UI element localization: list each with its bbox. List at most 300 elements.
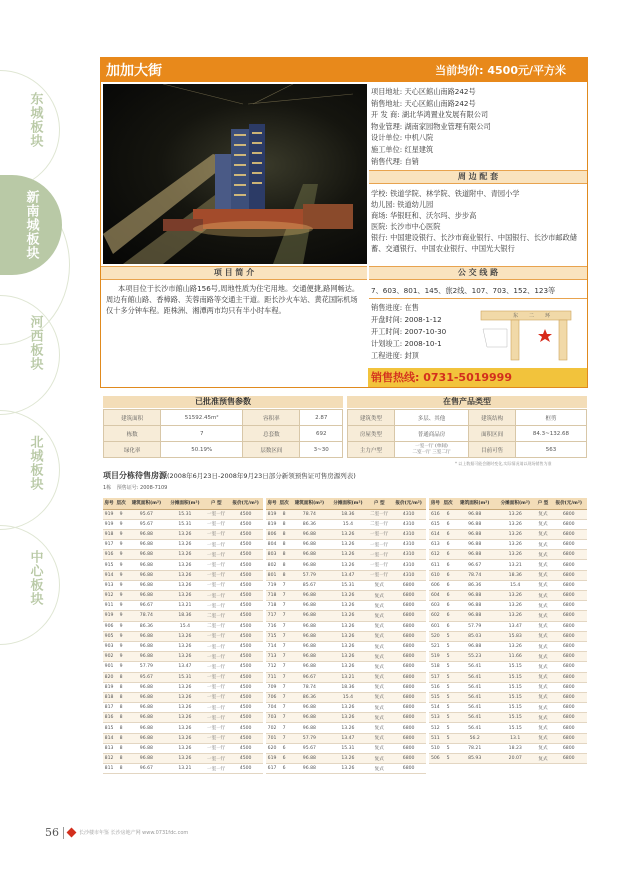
- table-cell: 4500: [228, 509, 263, 519]
- table-cell: 6800: [550, 550, 587, 560]
- listing-title: 项目分栋待售房源: [103, 471, 167, 480]
- table-cell: 6800: [550, 540, 587, 550]
- table-cell: 718: [266, 601, 278, 611]
- table-cell: 9: [115, 631, 127, 641]
- table-cell: 复式: [536, 519, 551, 529]
- table-row: [103, 550, 263, 560]
- table-cell: 15.15: [495, 672, 536, 682]
- param-cell: 3~30: [300, 442, 343, 458]
- table-cell: 914: [103, 570, 115, 580]
- table-cell: 4500: [228, 540, 263, 550]
- table-row: [429, 631, 587, 641]
- table-cell: 95.67: [127, 519, 166, 529]
- table-cell: 6800: [550, 601, 587, 611]
- table-cell: 78.74: [290, 509, 329, 519]
- table-row: [266, 580, 426, 590]
- table-cell: 6800: [550, 733, 587, 743]
- table-cell: 复式: [367, 713, 391, 723]
- table-cell: 96.88: [454, 509, 495, 519]
- param-row: [104, 410, 343, 426]
- table-cell: 8: [115, 754, 127, 764]
- table-cell: 一室一厅: [204, 591, 228, 601]
- table-cell: 8: [115, 672, 127, 682]
- table-row: [103, 570, 263, 580]
- table-row: [266, 743, 426, 753]
- table-cell: 复式: [536, 550, 551, 560]
- table-cell: 6800: [391, 713, 426, 723]
- table-cell: 919: [103, 611, 115, 621]
- table-cell: 4500: [228, 550, 263, 560]
- table-cell: 6800: [391, 601, 426, 611]
- table-cell: 5: [442, 713, 455, 723]
- table-cell: 86.36: [454, 580, 495, 590]
- table-cell: 4310: [391, 570, 426, 580]
- side-tab-zhongxin[interactable]: 中心板块: [27, 549, 43, 606]
- table-cell: 13.47: [166, 662, 205, 672]
- table-row: [266, 631, 426, 641]
- table-cell: 911: [103, 601, 115, 611]
- table-cell: 706: [266, 692, 278, 702]
- table-row: [429, 682, 587, 692]
- table-cell: 9: [115, 529, 127, 539]
- table-cell: 96.88: [290, 703, 329, 713]
- table-cell: 819: [103, 682, 115, 692]
- table-row: [429, 703, 587, 713]
- table-cell: 6800: [391, 764, 426, 774]
- table-cell: 620: [266, 743, 278, 753]
- column-header: 分摊面积(m²): [495, 498, 536, 509]
- table-cell: 15.31: [166, 509, 205, 519]
- table-cell: 719: [266, 580, 278, 590]
- table-cell: 613: [429, 540, 442, 550]
- table-cell: 6800: [391, 580, 426, 590]
- table-row: [103, 509, 263, 519]
- table-cell: 6: [442, 570, 455, 580]
- table-cell: 905: [103, 631, 115, 641]
- table-cell: 8: [278, 509, 290, 519]
- table-cell: 复式: [367, 580, 391, 590]
- table-cell: 4500: [228, 631, 263, 641]
- table-cell: 复式: [367, 641, 391, 651]
- table-cell: 一室一厅: [204, 509, 228, 519]
- info-designer: 设计单位: 中机八院: [371, 133, 434, 143]
- table-cell: 4500: [228, 713, 263, 723]
- table-cell: 8: [278, 570, 290, 580]
- table-cell: 4500: [228, 570, 263, 580]
- intro-text: 本项目位于长沙市館山路156号,周地性质为住宅用地。交通便捷,路网畅达。周边有館山路、香樟路、芙蓉南路等交通主干道。距长沙火车站、黄花国际机场仅十多分钟车程。距株洲、湘潭两市均只有半小时车程。: [106, 284, 360, 315]
- table-cell: 603: [429, 601, 442, 611]
- table-cell: 4500: [228, 754, 263, 764]
- table-cell: 4500: [228, 692, 263, 702]
- facilities-title: 周 边 配 套: [369, 170, 587, 184]
- table-row: [103, 631, 263, 641]
- table-cell: 95.67: [127, 672, 166, 682]
- table-row: [266, 672, 426, 682]
- table-row: [266, 662, 426, 672]
- table-cell: 712: [266, 662, 278, 672]
- table-cell: 13.26: [166, 754, 205, 764]
- param-cell: 面积区间: [469, 426, 516, 442]
- table-cell: 5: [442, 631, 455, 641]
- table-cell: 4500: [228, 703, 263, 713]
- table-cell: 6800: [550, 519, 587, 529]
- table-cell: 9: [115, 519, 127, 529]
- table-row: [266, 550, 426, 560]
- side-tab-dongcheng[interactable]: 东城板块: [27, 92, 43, 148]
- progress-start: 开工时间: 2007-10-30: [371, 327, 447, 336]
- table-cell: 801: [266, 570, 278, 580]
- table-header-row: [429, 498, 587, 509]
- table-cell: 96.88: [127, 560, 166, 570]
- table-cell: 复式: [536, 754, 551, 764]
- table-cell: 6800: [391, 652, 426, 662]
- table-cell: 13.26: [166, 652, 205, 662]
- table-cell: 复式: [367, 601, 391, 611]
- param-cell: 主力户型: [348, 442, 395, 458]
- listing-heading: [103, 470, 356, 481]
- table-row: [103, 662, 263, 672]
- table-row: [429, 743, 587, 753]
- table-cell: 5: [442, 703, 455, 713]
- table-cell: 18.36: [329, 509, 368, 519]
- table-row: [103, 713, 263, 723]
- table-cell: 一室一厅: [367, 540, 391, 550]
- table-row: [103, 733, 263, 743]
- table-cell: 复式: [536, 631, 551, 641]
- table-cell: 819: [266, 509, 278, 519]
- progress-list: [371, 302, 446, 362]
- table-cell: 517: [429, 672, 442, 682]
- table-cell: 二室一厅: [367, 509, 391, 519]
- table-cell: 4500: [228, 621, 263, 631]
- table-cell: 15.4: [329, 519, 368, 529]
- listing-building-line: [103, 484, 167, 491]
- param-cell: 绿化率: [104, 442, 161, 458]
- table-cell: 918: [103, 529, 115, 539]
- table-cell: 7: [278, 672, 290, 682]
- progress-finish: 计划竣工: 2008-10-1: [371, 339, 442, 348]
- table-cell: 6800: [391, 754, 426, 764]
- table-row: [266, 652, 426, 662]
- param-cell: 一室一厅 (单间) 二室一厅 三室二厅: [394, 442, 469, 458]
- facilities-list: [371, 188, 586, 254]
- table-cell: 716: [266, 621, 278, 631]
- table-cell: 18.36: [166, 611, 205, 621]
- table-cell: 4310: [391, 540, 426, 550]
- column-header: 层次: [442, 498, 455, 509]
- progress-sales: 销售进度: 在售: [371, 303, 419, 312]
- sales-hotline[interactable]: 销售热线: 0731-5019999: [368, 368, 587, 387]
- table-cell: 4500: [228, 723, 263, 733]
- table-cell: 6: [278, 764, 290, 774]
- table-cell: 13.26: [329, 601, 368, 611]
- table-cell: 一室一厅: [204, 733, 228, 743]
- table-cell: 6: [442, 529, 455, 539]
- listing-building: 1栋: [103, 485, 112, 491]
- table-cell: 6800: [391, 662, 426, 672]
- table-cell: 13.26: [166, 591, 205, 601]
- table-cell: 6800: [550, 652, 587, 662]
- table-cell: 9: [115, 580, 127, 590]
- table-cell: 6800: [550, 591, 587, 601]
- table-cell: 817: [103, 703, 115, 713]
- table-cell: 13.26: [495, 509, 536, 519]
- table-cell: 96.88: [127, 580, 166, 590]
- table-cell: 13.26: [329, 621, 368, 631]
- table-cell: 96.88: [290, 560, 329, 570]
- param-cell: 84.3~132.68: [515, 426, 586, 442]
- products-note: * 以上数据可能会随时变化,实际情况请以现场销售为准: [455, 461, 552, 466]
- table-cell: 4500: [228, 672, 263, 682]
- table-cell: 8: [115, 733, 127, 743]
- param-cell: 房屋类型: [348, 426, 395, 442]
- table-cell: 96.88: [290, 754, 329, 764]
- table-cell: 6800: [550, 713, 587, 723]
- table-cell: 96.88: [127, 733, 166, 743]
- table-cell: 15.4: [495, 580, 536, 590]
- param-cell: 框剪: [515, 410, 586, 426]
- table-cell: 13.26: [166, 713, 205, 723]
- table-cell: 8: [278, 529, 290, 539]
- table-cell: 6: [442, 509, 455, 519]
- table-row: [266, 560, 426, 570]
- table-cell: 804: [266, 540, 278, 550]
- table-cell: 13.26: [166, 529, 205, 539]
- presale-table: [103, 409, 343, 458]
- intro-title: 项 目 简 介: [101, 266, 367, 280]
- table-cell: 6: [442, 621, 455, 631]
- table-cell: 4500: [228, 601, 263, 611]
- table-cell: 13.26: [329, 540, 368, 550]
- param-cell: 建筑结构: [469, 410, 516, 426]
- table-cell: 15.4: [329, 692, 368, 702]
- table-row: [103, 611, 263, 621]
- table-cell: 13.1: [495, 733, 536, 743]
- table-cell: 96.88: [454, 601, 495, 611]
- table-cell: 一室一厅: [204, 580, 228, 590]
- table-cell: 78.74: [290, 682, 329, 692]
- table-cell: 13.26: [166, 692, 205, 702]
- table-row: [429, 754, 587, 764]
- table-row: [429, 540, 587, 550]
- table-cell: 96.88: [290, 529, 329, 539]
- table-cell: 复式: [367, 662, 391, 672]
- table-cell: 复式: [536, 662, 551, 672]
- param-row: [104, 442, 343, 458]
- table-cell: 56.41: [454, 662, 495, 672]
- table-cell: 95.67: [290, 743, 329, 753]
- table-cell: 701: [266, 733, 278, 743]
- table-cell: 复式: [536, 580, 551, 590]
- table-cell: 13.26: [166, 570, 205, 580]
- table-cell: 8: [115, 713, 127, 723]
- column-header: 报价(元/m²): [391, 498, 426, 509]
- table-row: [266, 723, 426, 733]
- table-cell: 4500: [228, 591, 263, 601]
- table-cell: 96.88: [127, 641, 166, 651]
- table-cell: 6800: [391, 611, 426, 621]
- table-cell: 820: [103, 672, 115, 682]
- table-cell: 5: [442, 672, 455, 682]
- param-cell: 多层、其他: [394, 410, 469, 426]
- table-cell: 96.88: [127, 754, 166, 764]
- param-cell: 总套数: [243, 426, 300, 442]
- table-cell: 7: [278, 591, 290, 601]
- table-cell: 一室一厅: [204, 601, 228, 611]
- param-cell: 普通商品房: [394, 426, 469, 442]
- table-row: [266, 509, 426, 519]
- listing-table-2: [266, 498, 426, 774]
- table-cell: 6800: [550, 570, 587, 580]
- table-cell: 6: [442, 560, 455, 570]
- table-cell: 9: [115, 550, 127, 560]
- side-tab-xinnancheng[interactable]: 新南城板块: [0, 175, 62, 275]
- table-cell: 一室一厅: [204, 519, 228, 529]
- param-row: [348, 442, 587, 458]
- table-cell: 15.31: [166, 519, 205, 529]
- project-location-icon: [538, 329, 552, 342]
- table-cell: 6800: [391, 631, 426, 641]
- table-cell: 复式: [367, 652, 391, 662]
- table-cell: 8: [278, 519, 290, 529]
- table-row: [103, 540, 263, 550]
- table-cell: 复式: [536, 601, 551, 611]
- table-cell: 6800: [391, 733, 426, 743]
- table-cell: 606: [429, 580, 442, 590]
- table-cell: 96.88: [127, 703, 166, 713]
- table-cell: 96.88: [454, 529, 495, 539]
- table-cell: 13.21: [166, 601, 205, 611]
- table-cell: 复式: [536, 703, 551, 713]
- table-cell: 915: [103, 560, 115, 570]
- table-cell: 6: [442, 611, 455, 621]
- footer-divider: [63, 827, 64, 839]
- map-label-east: 东: [513, 313, 519, 319]
- param-cell: 563: [515, 442, 586, 458]
- table-row: [266, 764, 426, 774]
- table-cell: 7: [278, 641, 290, 651]
- table-cell: 6800: [391, 682, 426, 692]
- param-cell: 容积率: [243, 410, 300, 426]
- table-cell: 13.47: [329, 733, 368, 743]
- table-cell: 一室一厅: [204, 754, 228, 764]
- table-cell: 96.88: [290, 641, 329, 651]
- table-cell: 13.26: [166, 580, 205, 590]
- info-address: 项目地址: 天心区館山南路242号: [371, 87, 476, 96]
- table-cell: 6800: [550, 560, 587, 570]
- table-cell: 13.26: [495, 611, 536, 621]
- table-cell: 13.26: [329, 560, 368, 570]
- table-cell: 96.88: [290, 652, 329, 662]
- table-cell: 13.26: [329, 641, 368, 651]
- table-cell: 9: [115, 641, 127, 651]
- table-row: [429, 672, 587, 682]
- table-cell: 6800: [550, 641, 587, 651]
- table-row: [103, 723, 263, 733]
- table-cell: 13.26: [329, 591, 368, 601]
- table-cell: 6800: [550, 631, 587, 641]
- table-cell: 13.26: [329, 631, 368, 641]
- table-row: [266, 641, 426, 651]
- project-name: 加加大街: [106, 63, 162, 79]
- table-cell: 902: [103, 652, 115, 662]
- table-cell: 13.26: [166, 631, 205, 641]
- table-cell: 6800: [550, 703, 587, 713]
- side-tab-hexi[interactable]: 河西板块: [27, 314, 43, 371]
- bus-lines: 7、603、801、145、旅2线、107、703、152、123等: [371, 286, 556, 295]
- table-cell: 复式: [367, 672, 391, 682]
- table-cell: 6800: [391, 672, 426, 682]
- table-cell: 一室一厅: [204, 550, 228, 560]
- param-cell: 2.87: [300, 410, 343, 426]
- table-cell: 18.36: [329, 682, 368, 692]
- table-cell: 13.26: [329, 703, 368, 713]
- table-cell: 4500: [228, 529, 263, 539]
- table-cell: 9: [115, 570, 127, 580]
- table-cell: 20.07: [495, 754, 536, 764]
- table-cell: 复式: [536, 692, 551, 702]
- table-cell: 13.47: [329, 570, 368, 580]
- progress-stage: 工程进度: 封顶: [371, 351, 419, 360]
- table-cell: 复式: [536, 641, 551, 651]
- table-row: [266, 591, 426, 601]
- table-cell: 704: [266, 703, 278, 713]
- table-row: [429, 733, 587, 743]
- side-tab-beicheng[interactable]: 北城板块: [27, 434, 43, 491]
- table-cell: 二室一厅: [367, 519, 391, 529]
- table-cell: 复式: [367, 723, 391, 733]
- table-cell: 4500: [228, 611, 263, 621]
- table-cell: 96.88: [290, 723, 329, 733]
- facility-hospital: 医院: 长沙市中心医院: [371, 222, 441, 231]
- table-cell: 96.88: [290, 662, 329, 672]
- table-cell: 5: [442, 692, 455, 702]
- table-row: [103, 682, 263, 692]
- table-cell: 15.15: [495, 703, 536, 713]
- table-cell: 6800: [391, 621, 426, 631]
- location-map: [473, 303, 581, 363]
- table-row: [266, 529, 426, 539]
- table-cell: 5: [442, 743, 455, 753]
- table-cell: 7: [278, 692, 290, 702]
- table-cell: 15.31: [329, 743, 368, 753]
- param-cell: 建筑面积: [104, 410, 161, 426]
- table-row: [103, 641, 263, 651]
- table-cell: 9: [115, 540, 127, 550]
- table-row: [266, 611, 426, 621]
- column-header: 报价(元/m²): [550, 498, 587, 509]
- table-cell: 814: [103, 733, 115, 743]
- table-row: [429, 570, 587, 580]
- facility-banks: 银行: 中国建设银行、长沙市商业银行、中国银行、长沙市邮政储: [371, 233, 577, 242]
- map-label-two: 二: [529, 313, 535, 319]
- table-cell: 13.26: [495, 550, 536, 560]
- table-cell: 9: [115, 652, 127, 662]
- divider: [369, 298, 587, 299]
- table-cell: 一室一厅: [367, 570, 391, 580]
- table-cell: 709: [266, 682, 278, 692]
- table-cell: 9: [115, 611, 127, 621]
- table-cell: 96.88: [127, 713, 166, 723]
- table-cell: 703: [266, 713, 278, 723]
- table-cell: 96.88: [454, 540, 495, 550]
- table-cell: 13.26: [329, 723, 368, 733]
- table-cell: 复式: [536, 509, 551, 519]
- table-cell: 514: [429, 703, 442, 713]
- table-row: [429, 529, 587, 539]
- table-cell: 5: [442, 662, 455, 672]
- table-cell: 96.88: [290, 550, 329, 560]
